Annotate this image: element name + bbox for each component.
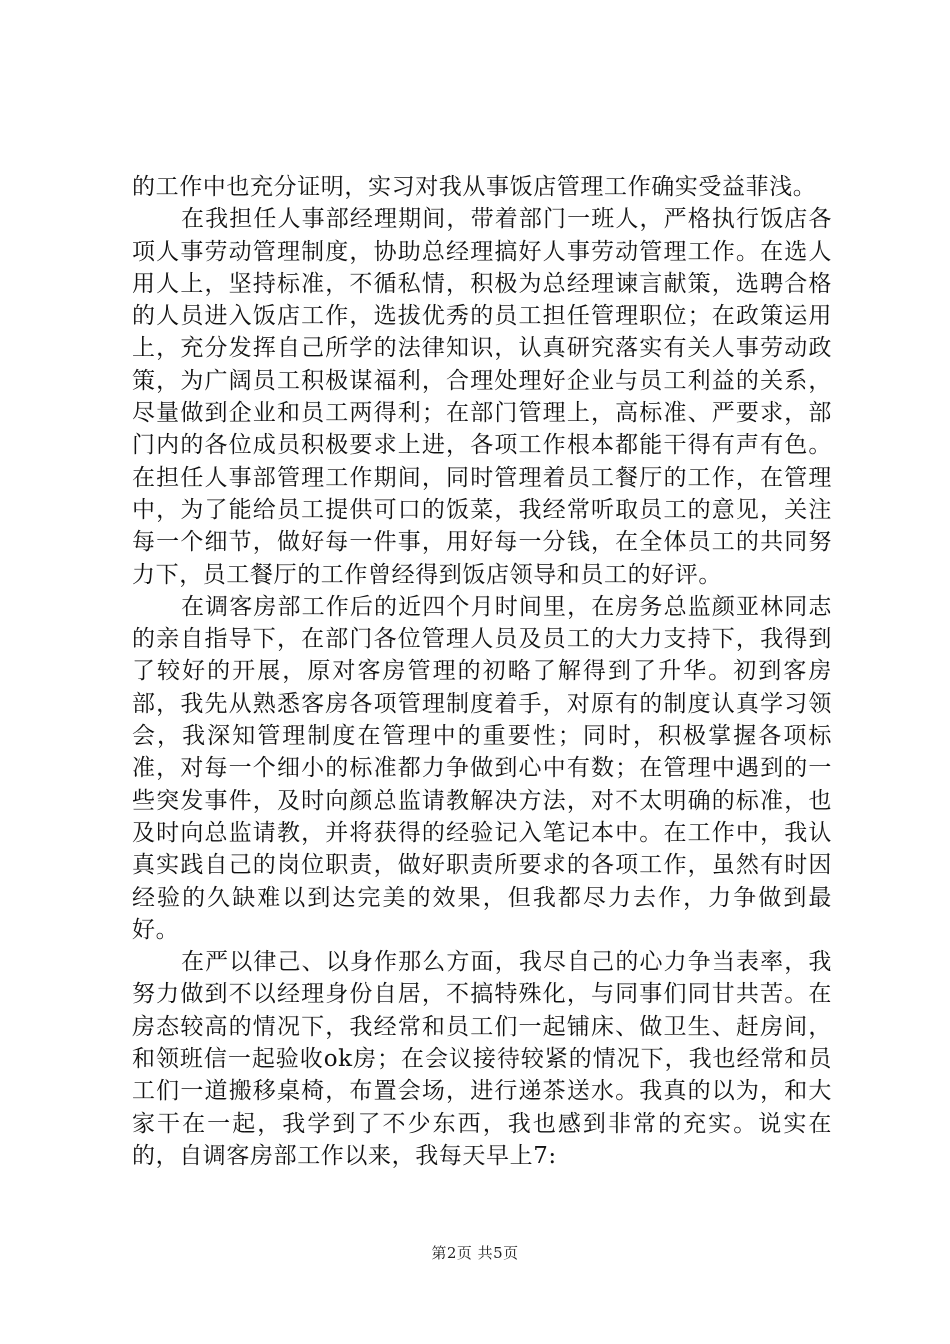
paragraph-2: 在我担任人事部经理期间，带着部门一班人，严格执行饭店各项人事劳动管理制度，协助总经理搞好人事劳动管理工作。在选人用人上，坚持标准，不循私情，积极为总经理谏言献策，选聘合格的人员进入饭店工作，选拔优秀的员工担任管理职位；在政策运用上，充分发挥自己所学的法律知识，认真研究落实有关人事劳动政策，为广阔员工积极谋福利，合理处理好企业与员工利益的关系，尽量做到企业和员工两得利；在部门管理上，高标准、严要求，部门内的各位成员积极要求上进，各项工作根本都能干得有声有色。在担任人事部管理工作期间，同时管理着员工餐厅的工作，在管理中，为了能给员工提供可口的饭菜，我经常听取员工的意见，关注每一个细节，做好每一件事，用好每一分钱，在全体员工的共同努力下，员工餐厅的工作曾经得到饭店领导和员工的好评。 [132,206,832,588]
paragraph-1: 的工作中也充分证明，实习对我从事饭店管理工作确实受益菲浅。 [132,174,817,200]
document-body [132,171,832,1172]
page-number-footer: 第2页 共5页 [431,1244,519,1262]
paragraph-3: 在调客房部工作后的近四个月时间里，在房务总监颜亚林同志的亲自指导下，在部门各位管理人员及员工的大力支持下，我得到了较好的开展，原对客房管理的初略了解得到了升华。初到客房部，我先从熟悉客房各项管理制度着手，对原有的制度认真学习领会，我深知管理制度在管理中的重要性；同时，积极掌握各项标准，对每一个细小的标准都力争做到心中有数；在管理中遇到的一些突发事件，及时向颜总监请教解决方法，对不太明确的标准，也及时向总监请教，并将获得的经验记入笔记本中。在工作中，我认真实践自己的岗位职责，做好职责所要求的各项工作，虽然有时因经验的久缺难以到达完美的效果，但我都尽力去作，力争做到最好。 [132,593,832,943]
paragraph-4: 在严以律己、以身作那么方面，我尽自己的心力争当表率，我努力做到不以经理身份自居，不搞特殊化，与同事们同甘共苦。在房态较高的情况下，我经常和员工们一起铺床、做卫生、赶房间，和领班信一起验收ok房；在会议接待较紧的情况下，我也经常和员工们一道搬移桌椅，布置会场，进行递茶送水。我真的以为，和大家干在一起，我学到了不少东西，我也感到非常的充实。说实在的，自调客房部工作以来，我每天早上7: [132,949,832,1169]
